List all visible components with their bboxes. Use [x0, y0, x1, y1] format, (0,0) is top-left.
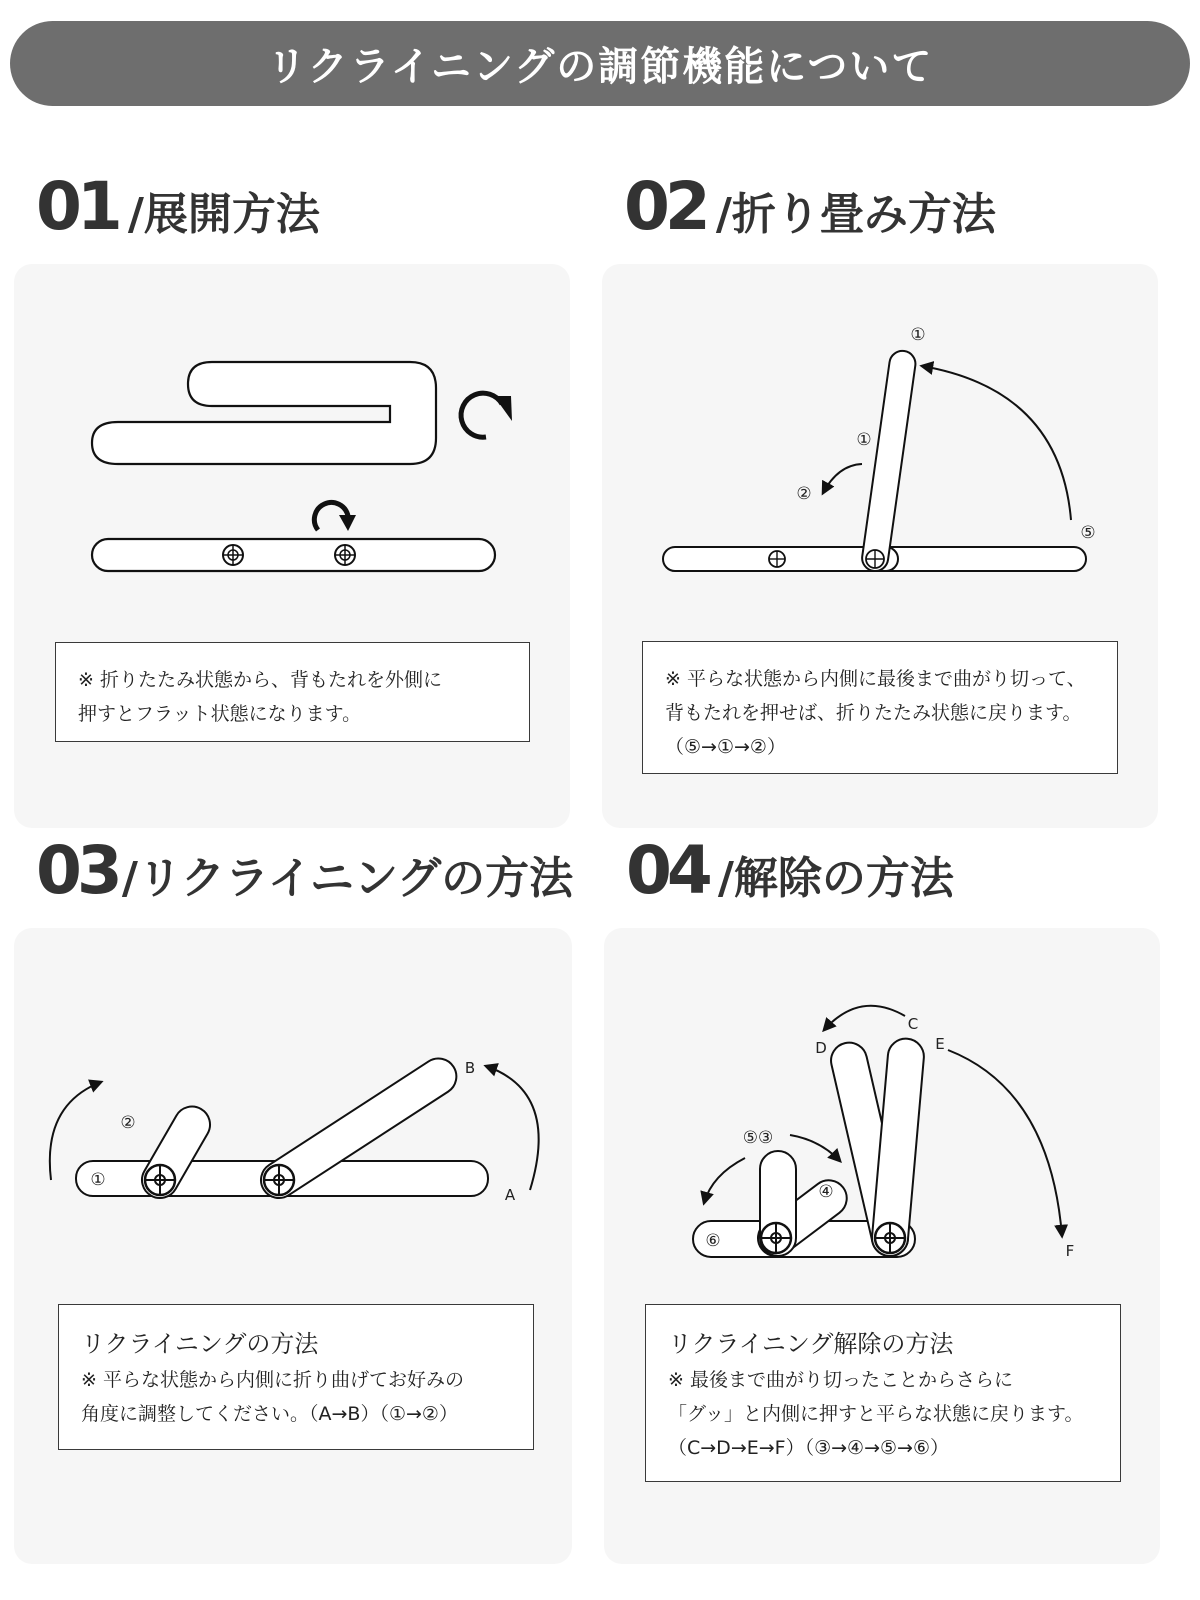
section-04-panel [604, 928, 1160, 1564]
arc-arrow [486, 1066, 539, 1190]
label-2: ② [796, 484, 812, 504]
title-banner [10, 21, 1190, 106]
label-e: E [935, 1035, 945, 1053]
section-01-panel [14, 264, 570, 828]
hinge-icon [335, 545, 355, 565]
banner-title: リクライニングの調節機能について [266, 44, 934, 90]
flat-bar [92, 539, 495, 571]
section-03-note [58, 1304, 534, 1450]
folded-chair-shape [92, 362, 436, 464]
label-d: D [815, 1039, 827, 1057]
unfold-diagram [14, 264, 570, 828]
section-01-heading [36, 168, 320, 245]
hinge-icon [875, 1223, 905, 1253]
label-f: F [1065, 1242, 1075, 1260]
hinge-icon [866, 550, 884, 568]
note-line: （⑤→①→②） [665, 736, 786, 758]
section-04-title: /解除の方法 [717, 853, 954, 904]
note-heading: リクライニング解除の方法 [668, 1330, 954, 1358]
label-1: ① [90, 1170, 106, 1190]
note-line: 押すとフラット状態になります。 [78, 703, 362, 725]
hinge-icon [223, 545, 243, 565]
section-02-note [642, 641, 1118, 774]
note-line: （C→D→E→F）（③→④→⑤→⑥） [668, 1437, 949, 1459]
section-02-number: 02 [624, 168, 706, 245]
section-03-number: 03 [36, 832, 118, 909]
note-line: ※ 平らな状態から内側に折り曲げてお好みの [81, 1369, 464, 1391]
note-heading: リクライニングの方法 [81, 1330, 319, 1358]
section-04-number: 04 [626, 832, 708, 909]
label-4: ④ [818, 1182, 834, 1202]
section-01-number: 01 [36, 168, 118, 245]
section-01-note [55, 642, 530, 742]
backrest-bar [860, 349, 917, 572]
section-03-title: /リクライニングの方法 [121, 853, 574, 904]
label-a: A [504, 1186, 516, 1204]
label-6: ⑥ [705, 1231, 721, 1251]
hinge-icon [264, 1165, 294, 1195]
note-line: ※ 平らな状態から内側に最後まで曲がり切って、 [665, 668, 1086, 690]
recline-diagram [14, 928, 572, 1564]
label-2: ② [120, 1113, 136, 1133]
rotate-arrow-icon [461, 393, 502, 437]
arc-arrow [922, 366, 1071, 520]
label-b: B [464, 1059, 476, 1077]
section-02-heading [624, 168, 996, 245]
section-02-panel [602, 264, 1158, 828]
arc-arrow [704, 1158, 745, 1203]
note-line: ※ 最後まで曲がり切ったことからさらに [668, 1369, 1013, 1391]
section-03-panel [14, 928, 572, 1564]
arc-arrow [823, 464, 862, 493]
section-01-title: /展開方法 [127, 189, 320, 240]
note-line: 「グッ」と内側に押すと平らな状態に戻ります。 [668, 1403, 1084, 1425]
section-04-note [645, 1304, 1121, 1482]
hinge-icon [145, 1165, 175, 1195]
arc-arrow [790, 1135, 840, 1161]
hinge-icon [761, 1223, 791, 1253]
label-1-top: ① [910, 325, 926, 345]
arc-arrow [824, 1006, 905, 1030]
section-02-title: /折り畳み方法 [715, 189, 996, 240]
label-1-mid: ① [856, 430, 872, 450]
section-04-heading [626, 832, 954, 909]
note-line: ※ 折りたたみ状態から、背もたれを外側に [78, 669, 442, 691]
arc-arrow [948, 1050, 1062, 1236]
label-c: C [907, 1015, 919, 1033]
label-5: ⑤ [1080, 523, 1096, 543]
section-03-heading [36, 832, 573, 909]
hinge-icon [769, 551, 785, 567]
note-line: 角度に調整してください。（A→B）（①→②） [81, 1403, 458, 1425]
note-line: 背もたれを押せば、折りたたみ状態に戻ります。 [665, 702, 1082, 724]
label-5-3: ⑤③ [742, 1128, 774, 1148]
